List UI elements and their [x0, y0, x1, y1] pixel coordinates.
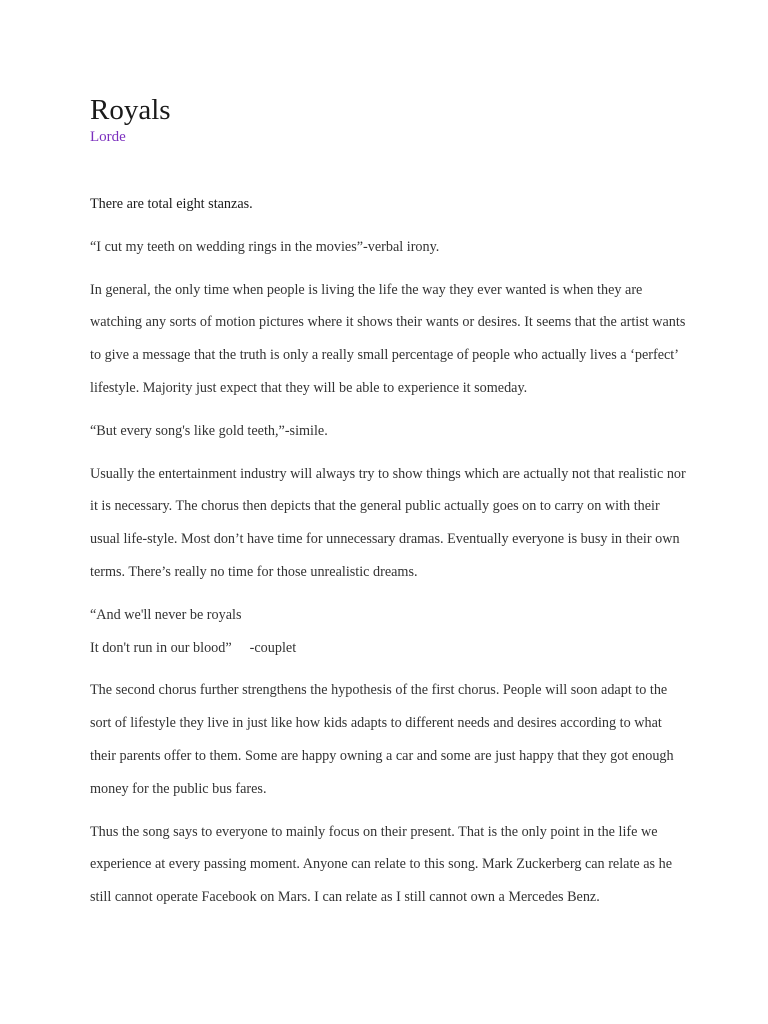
- couplet-tag: -couplet: [249, 639, 297, 656]
- document-body: [90, 188, 686, 924]
- paragraph-analysis-3: The second chorus further strengthens the hypothesis of the first chorus. People will soon adapt to the sort of lifestyle they live in just like how kids adapts to different needs and desires according to what their parents offer to them. Some are happy owning a car and some are just happy that they got enough money for the public bus fares.: [90, 682, 674, 797]
- document-title: Royals: [90, 94, 171, 126]
- paragraph-quote-verbal-irony: “I cut my teeth on wedding rings in the movies”-verbal irony.: [90, 238, 440, 255]
- couplet-quote: [90, 599, 686, 665]
- paragraph-conclusion: Thus the song says to everyone to mainly focus on their present. That is the only point in the life we experience at every passing moment. Anyone can relate to this song. Mark Zuckerberg can relate as he still cannot operate Facebook on Mars. I can relate as I still cannot own a Mercedes Benz.: [90, 823, 672, 906]
- paragraph-analysis-1: In general, the only time when people is living the life the way they ever wanted is when they are watching any sorts of motion pictures where it shows their wants or desires. It seems that the artist wants to give a message that the truth is only a really small percentage of people who actually lives a ‘perfect’ lifestyle. Majority just expect that they will be able to experience it someday.: [90, 281, 686, 396]
- couplet-line-1: “And we'll never be royals: [90, 606, 242, 623]
- couplet-line-2-wrapper: [90, 632, 686, 665]
- paragraph-quote-simile: “But every song's like gold teeth,”-simile.: [90, 422, 328, 439]
- paragraph-analysis-2: Usually the entertainment industry will always try to show things which are actually not that realistic nor it is necessary. The chorus then depicts that the general public actually goes on to carry on with their usual life-style. Most don’t have time for unnecessary dramas. Eventually everyone is busy in their own terms. There’s really no time for those unrealistic dreams.: [90, 465, 686, 580]
- document-author: Lorde: [90, 129, 126, 145]
- document-page: [90, 92, 690, 906]
- couplet-line-2: It don't run in our blood”: [90, 639, 232, 656]
- paragraph-stanza-count: There are total eight stanzas.: [90, 196, 253, 212]
